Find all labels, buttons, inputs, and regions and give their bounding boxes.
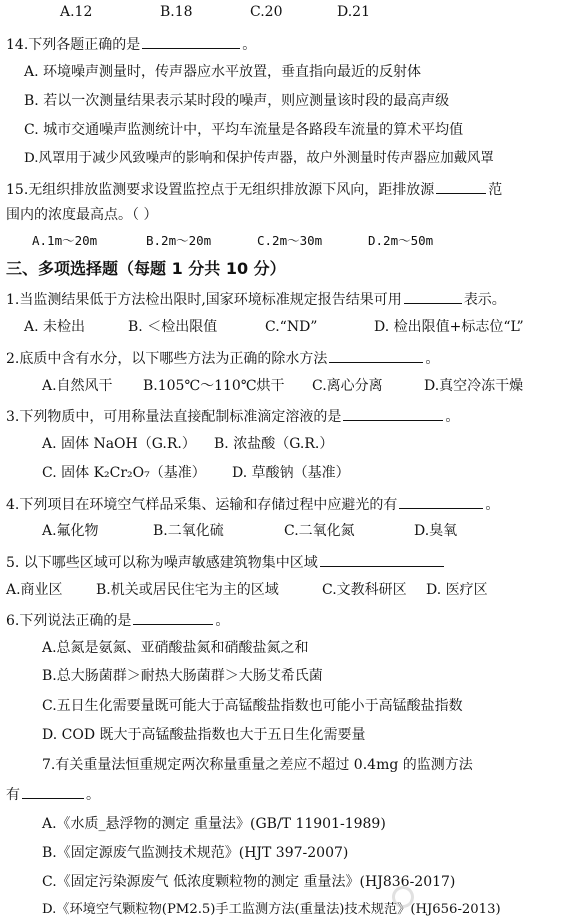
q14-option-a: A. 环境噪声测量时，传声器应水平放置，垂直指向最近的反射体 xyxy=(24,64,422,80)
option-b: B.二氧化硫 xyxy=(153,523,224,539)
answer-blank[interactable] xyxy=(343,405,443,421)
answer-blank[interactable] xyxy=(142,33,240,49)
option-d: D. 检出限值+标志位“L” xyxy=(374,319,524,335)
option-d: D.21 xyxy=(337,4,370,20)
question-m5-stem xyxy=(6,551,446,573)
option-b: B.2m～20m xyxy=(146,233,212,248)
question-text: 4.下列项目在环境空气样品采集、运输和存储过程中应避光的有 xyxy=(6,497,398,513)
option-a: A.12 xyxy=(60,4,93,20)
option-a: A.自然风干 xyxy=(42,378,113,394)
prev-question-options xyxy=(0,2,582,22)
option-d: D. 草酸钠（基准） xyxy=(232,465,350,481)
m6-option-a: A.总氮是氨氮、亚硝酸盐氮和硝酸盐氮之和 xyxy=(42,640,309,656)
m6-option-b: B.总大肠菌群＞耐热大肠菌群＞大肠艾希氏菌 xyxy=(42,668,323,684)
q14-option-d: D.风罩用于减少风致噪声的影响和保护传声器，故户外测量时传声器应加戴风罩 xyxy=(24,151,494,166)
option-c: C.“ND” xyxy=(265,319,318,335)
question-tail: 。 xyxy=(242,37,257,53)
answer-blank[interactable] xyxy=(22,783,84,799)
question-m1-stem xyxy=(6,288,506,310)
question-15-stem-line2: 围内的浓度最高点。（ ） xyxy=(6,207,158,223)
question-m6-stem xyxy=(6,609,229,631)
question-text: 6.下列说法正确的是 xyxy=(6,613,132,629)
section-heading: 三、多项选择题（每题 1 分共 10 分） xyxy=(6,259,286,278)
m6-option-d: D. COD 既大于高锰酸盐指数也大于五日生化需要量 xyxy=(42,727,366,743)
answer-blank[interactable] xyxy=(404,288,462,304)
option-d: D.2m～50m xyxy=(368,233,434,248)
question-tail: 。 xyxy=(215,613,230,629)
question-tail: 表示。 xyxy=(463,292,506,308)
question-text: 14.下列各题正确的是 xyxy=(6,37,141,53)
m2-options xyxy=(0,376,582,396)
answer-blank[interactable] xyxy=(133,609,213,625)
option-a: A. 未检出 xyxy=(24,319,86,335)
question-m2-stem xyxy=(6,347,439,369)
option-c: C.2m～30m xyxy=(257,233,323,248)
question-tail: 。 xyxy=(86,787,100,803)
m7-option-d: D.《环境空气颗粒物(PM2.5)手工监测方法(重量法)技术规范》(HJ656-2013) xyxy=(42,902,501,917)
option-d: D.真空冷冻干燥 xyxy=(424,378,524,394)
m7-option-a: A.《水质_悬浮物的测定 重量法》(GB/T 11901-1989) xyxy=(42,816,386,832)
option-a: A. 固体 NaOH（G.R.） xyxy=(42,436,196,452)
answer-blank[interactable] xyxy=(436,178,486,194)
question-text-end: 范 xyxy=(488,182,503,198)
question-tail: 。 xyxy=(425,351,440,367)
option-b: B.18 xyxy=(160,4,193,20)
q14-option-c: C. 城市交通噪声监测统计中，平均车流量是各路段车流量的算术平均值 xyxy=(24,122,464,138)
option-b: B. 浓盐酸（G.R.） xyxy=(214,436,334,452)
option-b: B. ＜检出限值 xyxy=(128,319,218,335)
m4-options xyxy=(0,521,582,541)
question-m4-stem xyxy=(6,493,499,515)
m5-options xyxy=(0,580,582,600)
m7-option-b: B.《固定源废气监测技术规范》(HJT 397-2007) xyxy=(42,845,349,861)
answer-blank[interactable] xyxy=(329,347,423,363)
m6-option-c: C.五日生化需要量既可能大于高锰酸盐指数也可能小于高锰酸盐指数 xyxy=(42,698,463,714)
option-c: C.文教科研区 xyxy=(322,582,407,598)
question-15-stem xyxy=(6,178,502,200)
option-b: B.105℃～110℃烘干 xyxy=(143,378,285,394)
question-text: 1.当监测结果低于方法检出限时,国家环境标准规定报告结果可用 xyxy=(6,292,402,308)
question-text: 5. 以下哪些区域可以称为噪声敏感建筑物集中区域 xyxy=(6,555,318,571)
m7-option-c: C.《固定污染源废气 低浓度颗粒物的测定 重量法》(HJ836-2017) xyxy=(42,874,456,890)
answer-blank[interactable] xyxy=(320,551,444,567)
answer-blank[interactable] xyxy=(399,493,483,509)
question-text: 有 xyxy=(6,787,20,803)
q15-options xyxy=(0,231,582,251)
option-d: D.臭氧 xyxy=(414,523,458,539)
question-tail: 。 xyxy=(445,409,460,425)
option-b: B.机关或居民住宅为主的区域 xyxy=(96,582,279,598)
m1-options xyxy=(0,317,582,337)
question-text: 3.下列物质中，可用称量法直接配制标准滴定溶液的是 xyxy=(6,409,342,425)
m3-options-row1 xyxy=(0,434,582,454)
option-a: A.商业区 xyxy=(6,582,63,598)
option-a: A.氟化物 xyxy=(42,523,99,539)
question-m7-stem: 7.有关重量法恒重规定两次称量重量之差应不超过 0.4mg 的监测方法 xyxy=(42,757,473,773)
question-text: 15.无组织排放监测要求设置监控点于无组织排放源下风向，距排放源 xyxy=(6,182,435,198)
option-a: A.1m～20m xyxy=(32,233,98,248)
q14-option-b: B. 若以一次测量结果表示某时段的噪声，则应测量该时段的最高声级 xyxy=(24,93,450,109)
option-c: C.二氧化氮 xyxy=(284,523,355,539)
option-c: C. 固体 K₂Cr₂O₇（基准） xyxy=(42,465,206,481)
question-tail: 。 xyxy=(485,497,500,513)
question-14-stem xyxy=(6,33,256,55)
option-c: C.20 xyxy=(250,4,283,20)
option-d: D. 医疗区 xyxy=(426,582,488,598)
option-c: C.离心分离 xyxy=(312,378,383,394)
question-m7-stem-line2 xyxy=(6,783,100,805)
question-m3-stem xyxy=(6,405,459,427)
m3-options-row2 xyxy=(0,463,582,483)
question-text: 2.底质中含有水分，以下哪些方法为正确的除水方法 xyxy=(6,351,328,367)
